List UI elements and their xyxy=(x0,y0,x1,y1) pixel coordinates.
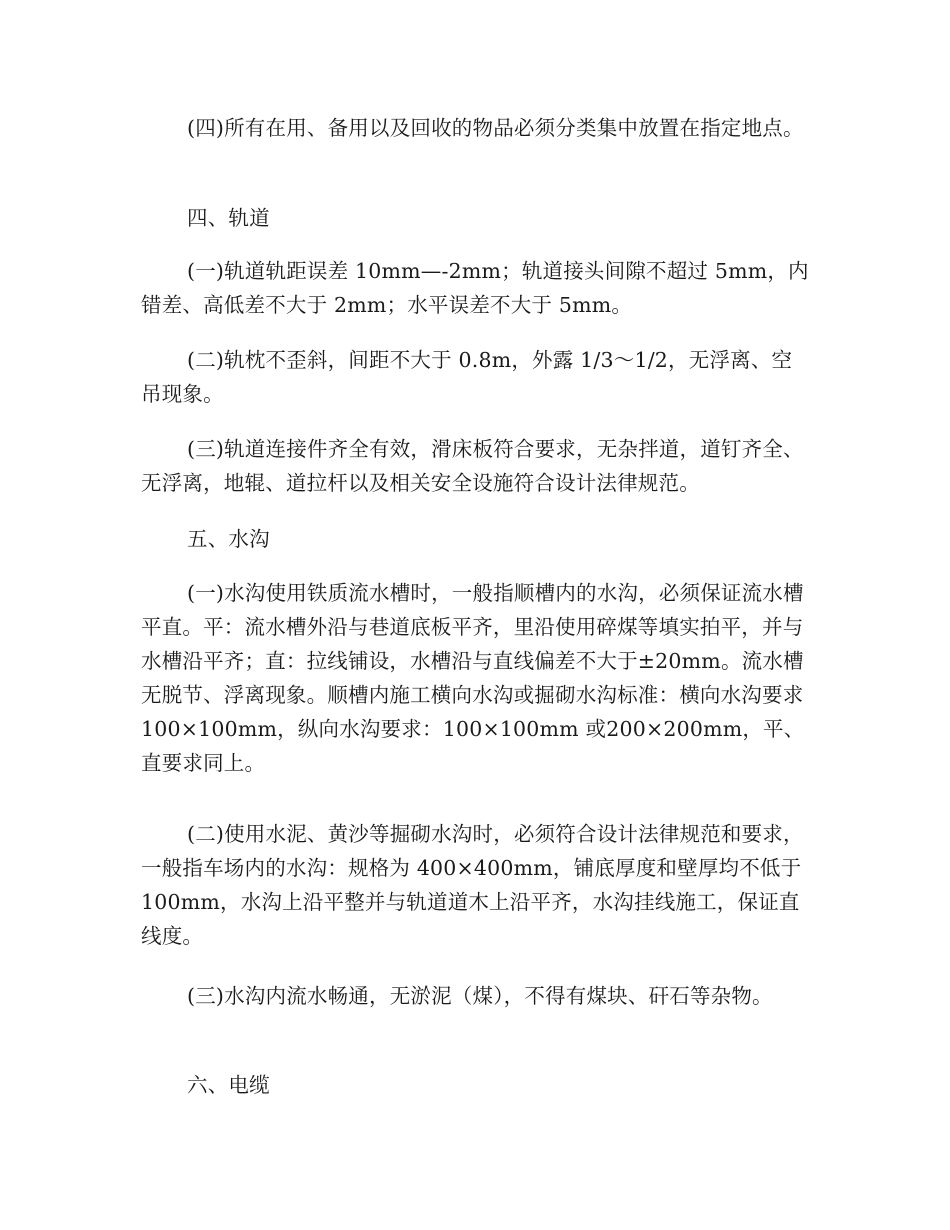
paragraph-ditch-flow: (三)水沟内流水畅通，无淤泥（煤），不得有煤块、矸石等杂物。 xyxy=(187,984,773,1008)
paragraph-masonry-ditch: (二)使用水泥、黄沙等掘砌水沟时，必须符合设计法律规范和要求，一般指车场内的水沟：规格为 400×400mm，铺底厚度和壁厚均不低于 100mm，水沟上沿平整并与轨道道木上沿平齐，水沟挂线施工，保证直线度。 xyxy=(141,822,804,948)
paragraph-items-classification: (四)所有在用、备用以及回收的物品必须分类集中放置在指定地点。 xyxy=(187,116,804,140)
paragraph-steel-flume: (一)水沟使用铁质流水槽时，一般指顺槽内的水沟，必须保证流水槽平直。平：流水槽外沿与巷道底板平齐，里沿使用碎煤等填实拍平，并与水槽沿平齐；直：拉线铺设，水槽沿与直线偏差不大于±20mm。流水槽无脱节、浮离现象。顺槽内施工横向水沟或掘砌水沟标准：横向水沟要求 100×100mm，纵向水沟要求：100×100mm 或200×200mm，平、直要求同上。 xyxy=(141,581,805,775)
paragraph-sleepers: (二)轨枕不歪斜，间距不大于 0.8m，外露 1/3～1/2，无浮离、空吊现象。 xyxy=(141,348,793,406)
paragraph-track-gauge: (一)轨道轨距误差 10mm—-2mm；轨道接头间隙不超过 5mm，内错差、高低差不大于 2mm；水平误差不大于 5mm。 xyxy=(141,259,809,317)
section-heading-ditch: 五、水沟 xyxy=(187,527,270,551)
section-heading-cable: 六、电缆 xyxy=(187,1073,270,1097)
section-heading-track: 四、轨道 xyxy=(187,206,270,230)
paragraph-track-fittings: (三)轨道连接件齐全有效，滑床板符合要求，无杂拌道，道钉齐全、无浮离，地辊、道拉杆以及相关安全设施符合设计法律规范。 xyxy=(141,437,804,495)
